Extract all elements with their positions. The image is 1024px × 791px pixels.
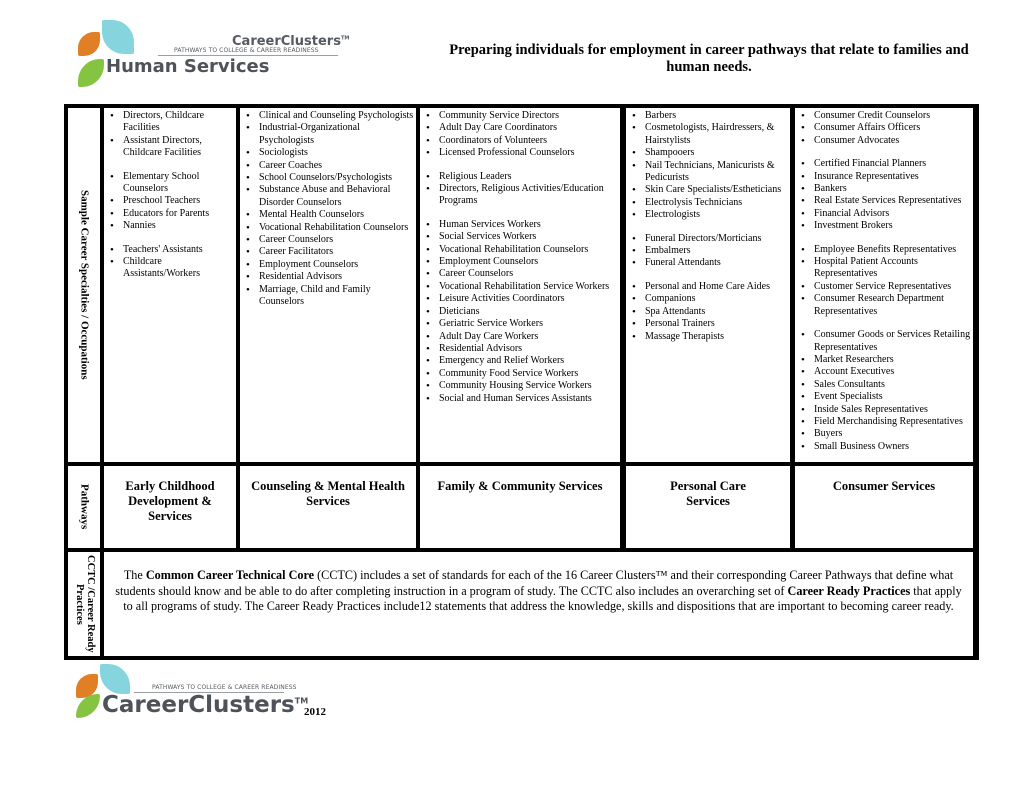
occupation-item: • Nail Technicians, Manicurists & Pedicurists — [632, 160, 788, 185]
occupation-item: • Directors, Childcare Facilities — [110, 110, 234, 135]
occupation-item: • Inside Sales Representatives — [801, 404, 973, 416]
occupation-item: • Assistant Directors, Childcare Facilities — [110, 135, 234, 160]
occupation-item: • Consumer Goods or Services Retailing Representatives — [801, 329, 973, 354]
occupation-item: • Licensed Professional Counselors — [426, 147, 618, 159]
occupation-item: • Cosmetologists, Hairdressers, & Hairstylists — [632, 122, 788, 147]
occupation-item: • Career Counselors — [246, 234, 414, 246]
occupation-item: • Barbers — [632, 110, 788, 122]
occupations-col-early-childhood — [104, 108, 236, 462]
occupation-item: • Coordinators of Volunteers — [426, 135, 618, 147]
occupation-item: • Religious Leaders — [426, 171, 618, 183]
pathway-consumer: Consumer Services — [795, 466, 973, 548]
occupation-item: • Community Housing Service Workers — [426, 380, 618, 392]
cctc-description — [104, 552, 973, 656]
occupation-item: • Hospital Patient Accounts Representatives — [801, 256, 973, 281]
occupation-item: • Childcare Assistants/Workers — [110, 256, 234, 281]
occupation-item: • Field Merchandising Representatives — [801, 416, 973, 428]
occupation-item: • Consumer Credit Counselors — [801, 110, 973, 122]
row-label-pathways — [68, 466, 100, 548]
occupation-item: • Dieticians — [426, 306, 618, 318]
career-cluster-table — [64, 104, 979, 660]
logo-brand-name: CareerClusters™ — [232, 34, 350, 49]
occupation-item: • Electrolysis Technicians — [632, 197, 788, 209]
occupation-item: • Vocational Rehabilitation Counselors — [246, 222, 414, 234]
occupation-item: • Consumer Advocates — [801, 135, 973, 147]
occupation-item: • Buyers — [801, 428, 973, 440]
occupation-item: • Employment Counselors — [246, 259, 414, 271]
occupation-item: • Skin Care Specialists/Estheticians — [632, 184, 788, 196]
occupation-item: • Educators for Parents — [110, 208, 234, 220]
occupation-item: • Customer Service Representatives — [801, 281, 973, 293]
occupation-item: • Small Business Owners — [801, 441, 973, 453]
occupation-item: • Directors, Religious Activities/Education Programs — [426, 183, 618, 208]
occupation-item: • Personal and Home Care Aides — [632, 281, 788, 293]
occupation-item: • Residential Advisors — [426, 343, 618, 355]
cctc-text-segment: that apply to all programs of study. The Career Ready Practices include12 statements that address the knowledge, skills and dispositions that are important to becoming career ready. — [123, 583, 962, 614]
occupation-item: • Human Services Workers — [426, 219, 618, 231]
occupation-item: • Electrologists — [632, 209, 788, 221]
page-title: Preparing individuals for employment in career pathways that relate to families and human needs. — [449, 42, 969, 75]
occupation-item: • Funeral Attendants — [632, 257, 788, 269]
logo-cluster-name: Human Services — [106, 56, 270, 77]
occupation-item: • Sociologists — [246, 147, 414, 159]
occupation-item: • Adult Day Care Workers — [426, 331, 618, 343]
occupation-item: • Industrial-Organizational Psychologists — [246, 122, 414, 147]
occupation-item: • Teachers' Assistants — [110, 244, 234, 256]
occupation-item: • Marriage, Child and Family Counselors — [246, 284, 414, 309]
occupation-item: • Career Counselors — [426, 268, 618, 280]
row-label-cctc-text: CCTC /Career Ready Practices — [74, 555, 96, 653]
occupation-item: • Funeral Directors/Morticians — [632, 233, 788, 245]
occupation-item: • Residential Advisors — [246, 271, 414, 283]
occupation-item: • Insurance Representatives — [801, 171, 973, 183]
occupation-list — [420, 108, 620, 405]
footer-logo-brand: CareerClusters™ — [102, 692, 309, 718]
occupation-item: • Vocational Rehabilitation Counselors — [426, 244, 618, 256]
occupation-item: • School Counselors/Psychologists — [246, 172, 414, 184]
occupation-item: • Preschool Teachers — [110, 195, 234, 207]
occupation-item: • Massage Therapists — [632, 331, 788, 343]
row-label-occupations-text: Sample Career Specialties / Occupations — [78, 190, 91, 380]
occupation-item: • Substance Abuse and Behavioral Disorder Counselors — [246, 184, 414, 209]
occupation-list — [626, 108, 790, 343]
occupation-item: • Clinical and Counseling Psychologists — [246, 110, 414, 122]
occupation-item: • Real Estate Services Representatives — [801, 195, 973, 207]
pathway-counseling: Counseling & Mental Health Services — [240, 466, 416, 548]
occupation-item: • Embalmers — [632, 245, 788, 257]
occupation-item: • Vocational Rehabilitation Service Workers — [426, 281, 618, 293]
occupations-col-family-community — [420, 108, 620, 462]
occupation-list — [104, 108, 236, 281]
occupation-item: • Adult Day Care Coordinators — [426, 122, 618, 134]
occupation-item: • Emergency and Relief Workers — [426, 355, 618, 367]
blue-leaf-icon — [100, 664, 130, 694]
occupation-item: • Elementary School Counselors — [110, 171, 234, 196]
occupation-item: • Employee Benefits Representatives — [801, 244, 973, 256]
occupation-item: • Career Facilitators — [246, 246, 414, 258]
cctc-text-segment: (CCTC) includes a set of standards for each of the 16 Career Clusters™ and their corresponding Career Pathways that define what students should know and be able to do after completing instruction in a program of study. The CCTC also includes an overarching set of — [115, 568, 954, 598]
year-label: 2012 — [304, 706, 326, 718]
occupation-item: • Companions — [632, 293, 788, 305]
green-leaf-icon — [78, 59, 104, 87]
occupations-col-consumer — [795, 108, 973, 462]
occupation-item: • Community Service Directors — [426, 110, 618, 122]
occupation-item: • Investment Brokers — [801, 220, 973, 232]
logo-tagline: PATHWAYS TO COLLEGE & CAREER READINESS — [174, 47, 319, 54]
occupation-item: • Certified Financial Planners — [801, 158, 973, 170]
occupation-item: • Social Services Workers — [426, 231, 618, 243]
occupation-item: • Consumer Affairs Officers — [801, 122, 973, 134]
occupation-item: • Employment Counselors — [426, 256, 618, 268]
cctc-bold-term: Career Ready Practices — [787, 583, 911, 598]
cctc-text-segment: The — [123, 568, 146, 582]
row-label-occupations — [68, 108, 100, 462]
pathway-early-childhood: Early Childhood Development & Services — [104, 466, 236, 548]
occupation-item: • Mental Health Counselors — [246, 209, 414, 221]
occupation-list — [240, 108, 416, 309]
occupations-col-counseling — [240, 108, 416, 462]
footer-logo-tagline: PATHWAYS TO COLLEGE & CAREER READINESS — [152, 684, 297, 691]
occupation-list — [795, 108, 973, 453]
occupation-item: • Nannies — [110, 220, 234, 232]
cctc-bold-term: Common Career Technical Core — [145, 568, 315, 582]
occupation-item: • Sales Consultants — [801, 379, 973, 391]
occupation-item: • Spa Attendants — [632, 306, 788, 318]
occupation-item: • Community Food Service Workers — [426, 368, 618, 380]
occupation-item: • Bankers — [801, 183, 973, 195]
occupation-item: • Career Coaches — [246, 160, 414, 172]
career-clusters-human-services-logo — [76, 20, 356, 90]
occupation-item: • Personal Trainers — [632, 318, 788, 330]
occupation-item: • Geriatric Service Workers — [426, 318, 618, 330]
row-label-pathways-text: Pathways — [78, 484, 91, 530]
occupation-item: • Social and Human Services Assistants — [426, 393, 618, 405]
pathway-personal-care: Personal Care Services — [626, 466, 790, 548]
occupation-item: • Consumer Research Department Representatives — [801, 293, 973, 318]
orange-leaf-icon — [78, 32, 100, 56]
career-clusters-footer-logo — [74, 664, 314, 724]
row-label-cctc — [68, 552, 100, 656]
occupation-item: • Financial Advisors — [801, 208, 973, 220]
occupation-item: • Leisure Activities Coordinators — [426, 293, 618, 305]
pathway-family-community: Family & Community Services — [420, 466, 620, 548]
blue-leaf-icon — [102, 20, 134, 54]
occupation-item: • Event Specialists — [801, 391, 973, 403]
occupation-item: • Market Researchers — [801, 354, 973, 366]
occupation-item: • Shampooers — [632, 147, 788, 159]
occupations-col-personal-care — [626, 108, 790, 462]
occupation-item: • Account Executives — [801, 366, 973, 378]
